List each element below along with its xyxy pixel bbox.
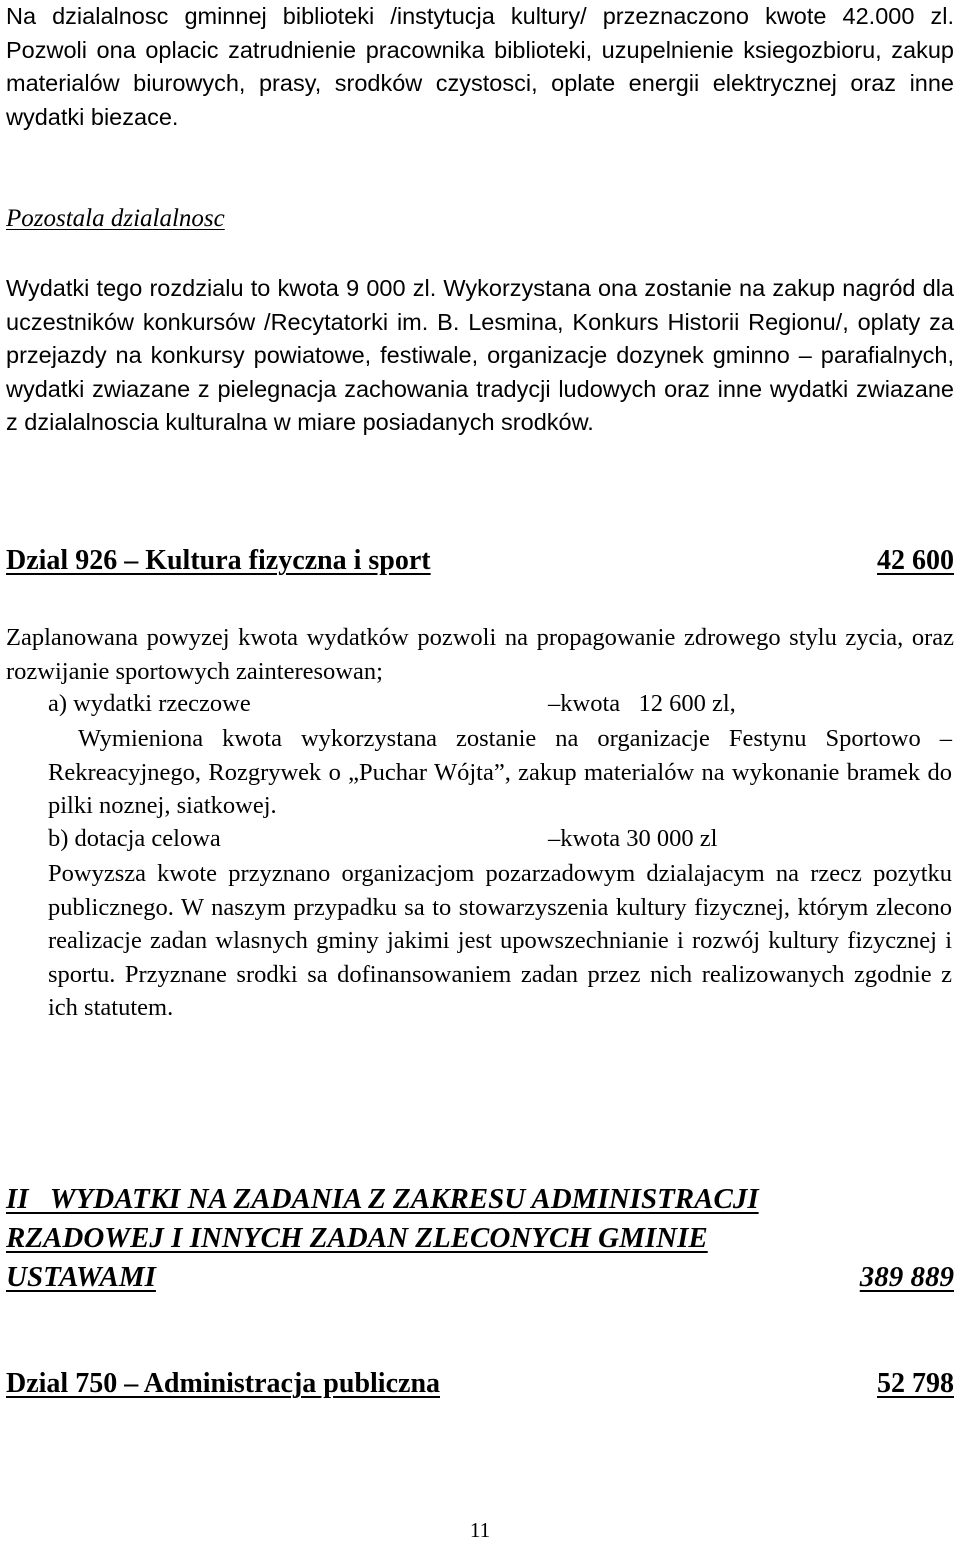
item-a-row xyxy=(48,687,736,720)
dzial-926-title: Dzial 926 – Kultura fizyczna i sport xyxy=(6,545,431,576)
item-b-description: Powyzsza kwote przyznano organizacjom pozarzadowym dzialajacym na rzecz pozytku publicznego. W naszym przypadku sa to stowarzyszenia kultury fizycznej, którym zlecono realizacje zadan wlasnych gminy jakimi jest upowszechnianie i rozwój kultury fizycznej i sportu. Przyznane srodki sa dofinansowaniem zadan przez nich realizowanych zgodnie z ich statutem. xyxy=(48,860,952,1021)
section-ii-heading xyxy=(6,1180,954,1297)
pozostala-paragraph: Wydatki tego rozdzialu to kwota 9 000 zl. Wykorzystana ona zostanie na zakup nagród dla uczestników konkursów /Recytatorki im. B. Lesmina, Konkurs Historii Regionu/, oplaty za przejazdy na konkursy powiatowe, festiwale, organizacje dozynek gminno – parafialnych, wydatki zwiazane z pielegnacja zachowania tradycji ludowych oraz inne wydatki zwiazane z dzialalnoscia kulturalna w miare posiadanych srodków. xyxy=(6,275,954,435)
dzial-926-heading xyxy=(6,544,954,578)
dzial-926-amount: 42 600 xyxy=(877,545,954,576)
intro-paragraph: Na dzialalnosc gminnej biblioteki /instytucja kultury/ przeznaczono kwote 42.000 zl. Pozwoli ona oplacic zatrudnienie pracownika biblioteki, uzupelnienie ksiegozbioru, zakup materialów biurowych, prasy, srodków czystosci, oplate energii elektrycznej oraz inne wydatki biezace. xyxy=(6,3,954,130)
dzial-750-amount: 52 798 xyxy=(877,1368,954,1399)
dzial-926-intro: Zaplanowana powyzej kwota wydatków pozwoli na propagowanie zdrowego stylu zycia, oraz rozwijanie sportowych zainteresowan; xyxy=(6,624,954,685)
item-b-amount: –kwota 30 000 zl xyxy=(548,825,718,852)
section-ii-line3: USTAWAMI xyxy=(6,1261,156,1293)
dzial-750-title: Dzial 750 – Administracja publiczna xyxy=(6,1368,441,1399)
dzial-750-heading xyxy=(6,1367,954,1401)
item-a-label: a) wydatki rzeczowe xyxy=(48,690,251,717)
item-a-amount: –kwota 12 600 zl, xyxy=(548,690,736,717)
pozostala-heading: Pozostala dzialalnosc xyxy=(6,205,225,232)
item-b-label: b) dotacja celowa xyxy=(48,825,221,852)
item-b-row xyxy=(48,822,717,855)
section-ii-line2: RZADOWEJ I INNYCH ZADAN ZLECONYCH GMINIE xyxy=(6,1222,708,1254)
section-ii-amount: 389 889 xyxy=(859,1261,954,1293)
section-ii-line1: II WYDATKI NA ZADANIA Z ZAKRESU ADMINISTRACJI xyxy=(6,1183,759,1215)
item-a-description: Wymieniona kwota wykorzystana zostanie na organizacje Festynu Sportowo – Rekreacyjnego, Rozgrywek o „Puchar Wójta”, zakup materialów na wykonanie bramek do pilki noznej, siatkowej. xyxy=(48,725,952,819)
page-number: 11 xyxy=(469,1518,491,1542)
